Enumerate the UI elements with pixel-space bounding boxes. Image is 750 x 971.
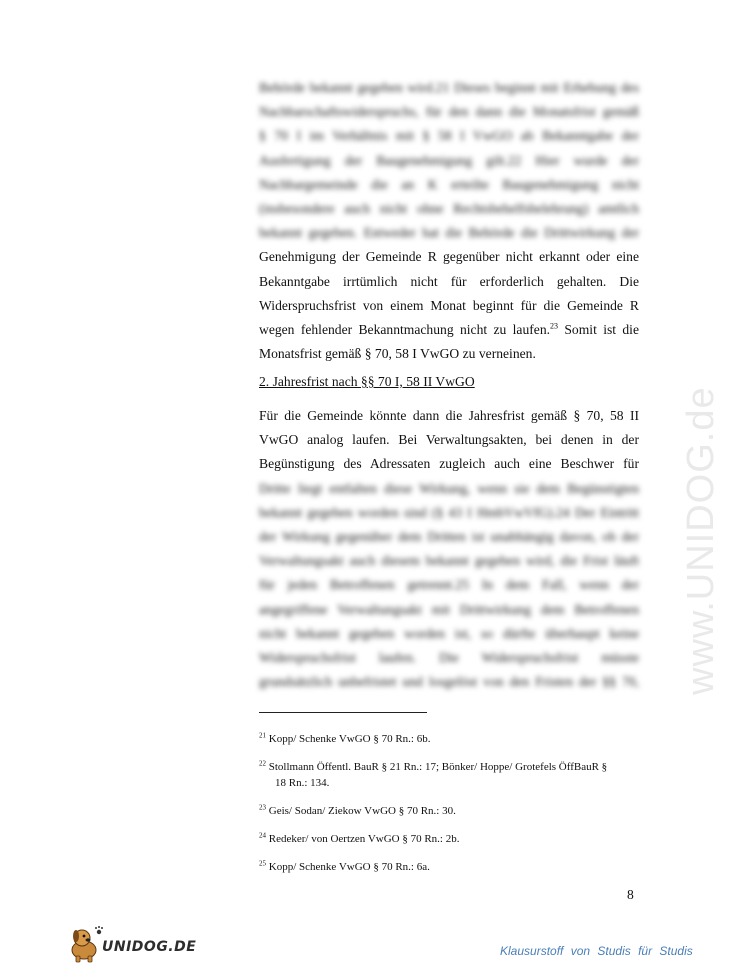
- text-line: Dritte liegt entfalten diese Wirkung, wenn sie dem Begünstigten: [259, 480, 639, 496]
- text-line: (insbesondere auch nicht ohne Rechtsbehelfsbelehrung) amtlich: [259, 201, 639, 217]
- footnote: [259, 831, 639, 847]
- paragraph-1: [259, 76, 639, 366]
- text-line: bekannt gegeben worden sind (§ 43 I HmbVwVfG).24 Der Eintritt: [259, 504, 639, 520]
- text-line: Begünstigung des Adressaten zugleich auch eine Beschwer für: [259, 456, 639, 472]
- footnote-number: 23: [259, 803, 266, 812]
- footnote-marker: 23: [550, 321, 559, 331]
- blurred-text-block: [259, 477, 639, 695]
- text-line: Behörde bekannt gegeben wird.21 Dieses beginnt mit Erhebung des: [259, 80, 639, 95]
- text-line: Widerspruchsfrist von einem Monat beginnt für die Gemeinde R: [259, 297, 639, 313]
- footnote-number: 22: [259, 759, 266, 768]
- blurred-text-block: [259, 76, 639, 245]
- text-line: Monatsfrist gemäß § 70, 58 I VwGO zu verneinen.: [259, 346, 536, 362]
- footnote-number: 25: [259, 859, 266, 868]
- footnote-text: Redeker/ von Oertzen VwGO § 70 Rn.: 2b.: [268, 833, 460, 845]
- text-line: Ausfertigung der Baugenehmigung gilt.22 Hier wurde der: [259, 152, 639, 168]
- footnote: [259, 803, 639, 819]
- text-line: § 70 I im Verhältnis mit § 58 I VwGO ab Bekanntgabe der: [259, 128, 639, 144]
- text-line: Genehmigung der Gemeinde R gegenüber nicht erkannt oder eine: [259, 249, 639, 265]
- watermark: www.UNIDOG.de: [680, 386, 722, 695]
- text-line: angegriffene Verwaltungsakt mit Drittwirkung dem Betroffenen: [259, 601, 639, 617]
- footnote-text: Kopp/ Schenke VwGO § 70 Rn.: 6a.: [268, 861, 430, 873]
- text-line: grundsätzlich unbefristet und losgelöst von den Fristen der §§ 70,: [259, 674, 639, 690]
- text-segment: wegen fehlender Bekanntmachung nicht zu laufen.: [259, 322, 551, 338]
- text-line: bekannt gegeben. Entweder hat die Behörde die Drittwirkung der: [259, 225, 639, 241]
- paragraph-2: [259, 404, 639, 694]
- footnote-text: Kopp/ Schenke VwGO § 70 Rn.: 6b.: [268, 733, 431, 745]
- footnotes: [259, 731, 639, 887]
- text-line: für jeden Betroffenen getrennt.25 In dem Fall, wenn der: [259, 577, 639, 593]
- page-number: 8: [627, 887, 634, 902]
- footnote: [259, 731, 639, 747]
- footnote-text: Stollmann Öffentl. BauR § 21 Rn.: 17; Bönker/ Hoppe/ Grotefels ÖffBauR §: [268, 761, 608, 773]
- text-line: Nachbargemeinde die an K erteilte Baugenehmigung nicht: [259, 176, 639, 192]
- footnote-number: 21: [259, 731, 266, 740]
- text-line: Bekanntgabe irrtümlich nicht für erforderlich gehalten. Die: [259, 273, 639, 289]
- text-line: nicht bekannt gegeben worden ist, so dürfte überhaupt keine: [259, 625, 639, 641]
- footer-tagline: Klausurstoff von Studis für Studis: [500, 944, 693, 958]
- footnote-text-continued: 18 Rn.: 134.: [275, 777, 330, 789]
- footnote: [259, 859, 639, 875]
- footnote: [259, 759, 639, 791]
- footnote-number: 24: [259, 831, 266, 840]
- section-heading: 2. Jahresfrist nach §§ 70 I, 58 II VwGO: [259, 374, 475, 389]
- footnote-text: Geis/ Sodan/ Ziekow VwGO § 70 Rn.: 30.: [268, 805, 456, 817]
- text-line: Nachbarschaftswiderspruchs, für den dann die Monatsfrist gemäß: [259, 104, 639, 120]
- text-segment: Somit ist die: [558, 322, 639, 338]
- text-line: Für die Gemeinde könnte dann die Jahresfrist gemäß § 70, 58 II: [259, 408, 639, 423]
- logo-text: UNIDOG.DE: [102, 939, 197, 955]
- text-line: Widerspruchsfrist laufen. Die Widerspruchsfrist müsste: [259, 650, 639, 666]
- footnote-separator: [259, 712, 427, 713]
- text-line: [259, 318, 639, 342]
- text-line: der Wirkung gegenüber dem Dritten ist unabhängig davon, ob der: [259, 529, 639, 545]
- text-line: Verwaltungsakt auch diesem bekannt gegeben wird, die Frist läuft: [259, 553, 639, 569]
- text-line: VwGO analog laufen. Bei Verwaltungsakten, bei denen in der: [259, 432, 639, 448]
